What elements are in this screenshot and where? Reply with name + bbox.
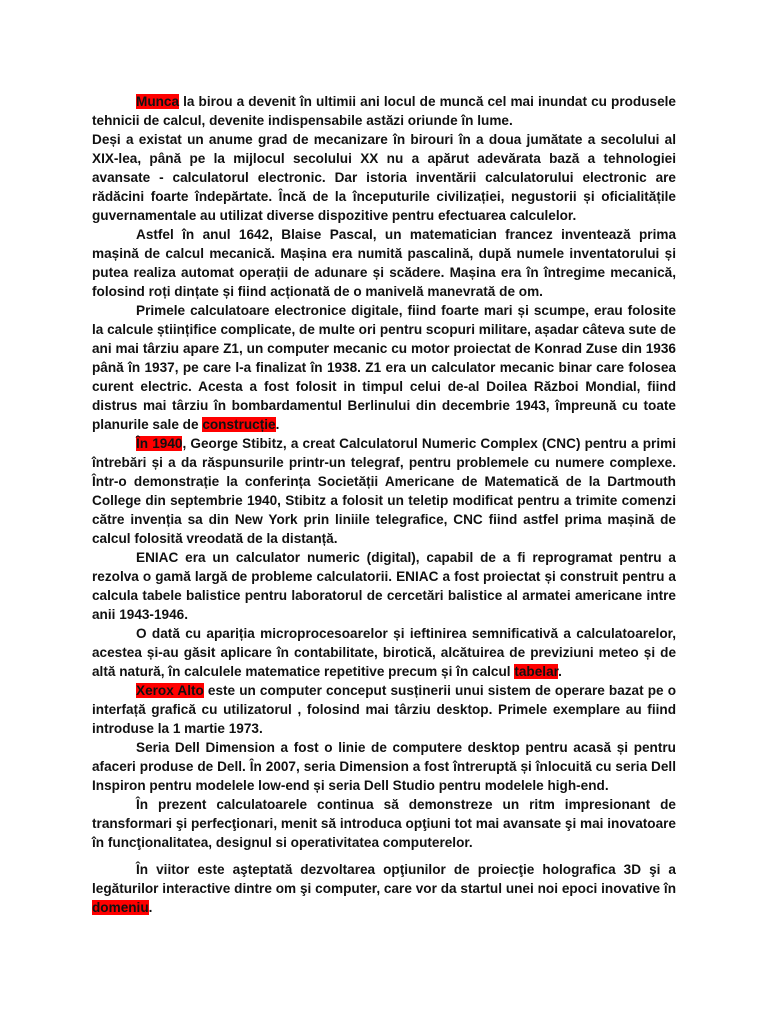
document-body <box>92 92 676 917</box>
paragraph-text: În prezent calculatoarele continua să demonstreze un ritm impresionant de transformari şi perfecţionari, menit să introduca opţiuni tot mai avansate şi mai inovatoare în funcţionalitatea, designul si operativitatea computerelor. <box>92 797 676 850</box>
paragraph-10 <box>92 795 676 852</box>
paragraph-text: Deși a existat un anume grad de mecanizare în birouri în a doua jumătate a secolului al XIX-lea, până pe la mijlocul secolului XX nu a apărut adevărata bază a tehnologiei avansate - calculatorul electronic. Dar istoria inventării calculatorului electronic are rădăcini foarte îndepărtate. Încă de la începuturile civilizației, negustorii și oficialitățile guvernamentale au utilizat diverse dispozitive pentru efectuarea calculelor. <box>92 132 676 223</box>
paragraph-4 <box>92 301 676 434</box>
paragraph-text: este un computer conceput susținerii unui sistem de operare bazat pe o interfață grafică cu utilizatorul , folosind mai târziu desktop. Primele exemplare au fiind introduse la 1 martie 1973. <box>92 683 676 736</box>
paragraph-text: , George Stibitz, a creat Calculatorul Numeric Complex (CNC) pentru a primi întrebări și a da răspunsurile printr-un telegraf, pentru problemele cu numere complexe. Într-o demonstrație la conferința Societății Americane de Matematică de la Dartmouth College din septembrie 1940, Stibitz a folosit un teletip modificat pentru a trimite comenzi către invenția sa din New York prin liniile telegrafice, CNC fiind astfel prima mașină de calcul folosită vreodată de la distanță. <box>92 436 676 546</box>
paragraph-text: ENIAC era un calculator numeric (digital), capabil de a fi reprogramat pentru a rezolva o gamă largă de probleme calculatorii. ENIAC a fost proiectat și construit pentru a calcula tabele balistice pentru laboratorul de cercetări balistice al armatei americane intre anii 1943-1946. <box>92 550 676 622</box>
paragraph-text: Primele calculatoare electronice digitale, fiind foarte mari și scumpe, erau folosite la calcule științifice complicate, de multe ori pentru scopuri militare, așadar câteva sute de ani mai târziu apare Z1, un computer mecanic cu motor proiectat de Konrad Zuse din 1936 până în 1937, pe care l-a finalizat în 1938. Z1 era un calculator mecanic binar care folosea curent electric. Acesta a fost folosit in timpul celui de-al Doilea Război Mondial, fiind distrus mai târziu în bombardamentul Berlinului din decembrie 1943, împreună cu toate planurile sale de <box>92 303 676 432</box>
paragraph-text: Seria Dell Dimension a fost o linie de computere desktop pentru acasă și pentru afaceri produse de Dell. În 2007, seria Dimension a fost întreruptă și înlocuită cu seria Dell Inspiron pentru modelele low-end și seria Dell Studio pentru modelele high-end. <box>92 740 676 793</box>
paragraph-text: În viitor este aşteptată dezvoltarea opţiunilor de proiecţie holografica 3D şi a legăturilor interactive dintre om şi computer, care vor da startul unei noi epoci inovative în <box>92 862 676 896</box>
paragraph-3 <box>92 225 676 301</box>
paragraph-5 <box>92 434 676 548</box>
highlighted-word: construcție <box>202 417 276 432</box>
paragraph-8 <box>92 681 676 738</box>
paragraph-11 <box>92 860 676 917</box>
highlighted-word: Xerox Alto <box>136 683 204 698</box>
highlighted-word: domeniu <box>92 900 149 915</box>
paragraph-9 <box>92 738 676 795</box>
paragraph-text: . <box>275 417 280 432</box>
paragraph-text: Astfel în anul 1642, Blaise Pascal, un matematician francez inventează prima mașină de calcul mecanică. Mașina era numită pascalină, după numele inventatorului și putea realiza automat operații de adunare și scădere. Mașina era în întregime mecanică, folosind roți dințate și fiind acționată de o manivelă manevrată de om. <box>92 227 676 299</box>
highlighted-word: Munca <box>136 94 180 109</box>
highlighted-word: tabelar <box>514 664 559 679</box>
paragraph-6 <box>92 548 676 624</box>
paragraph-text: O dată cu apariția microprocesoarelor și ieftinirea semnificativă a calculatoarelor, acestea și-au găsit aplicare în contabilitate, birotică, alcătuirea de previziuni meteo și de altă natură, în calculele matematice repetitive precum și în calcul <box>92 626 676 679</box>
paragraph-1 <box>92 92 676 130</box>
highlighted-word: În 1940 <box>136 436 183 451</box>
paragraph-7 <box>92 624 676 681</box>
paragraph-2 <box>92 130 676 225</box>
paragraph-text: . <box>558 664 562 679</box>
paragraph-text: . <box>148 900 153 915</box>
paragraph-text: la birou a devenit în ultimii ani locul de muncă cel mai inundat cu produsele tehnicii de calcul, devenite indispensabile astăzi oriunde în lume. <box>92 94 676 128</box>
